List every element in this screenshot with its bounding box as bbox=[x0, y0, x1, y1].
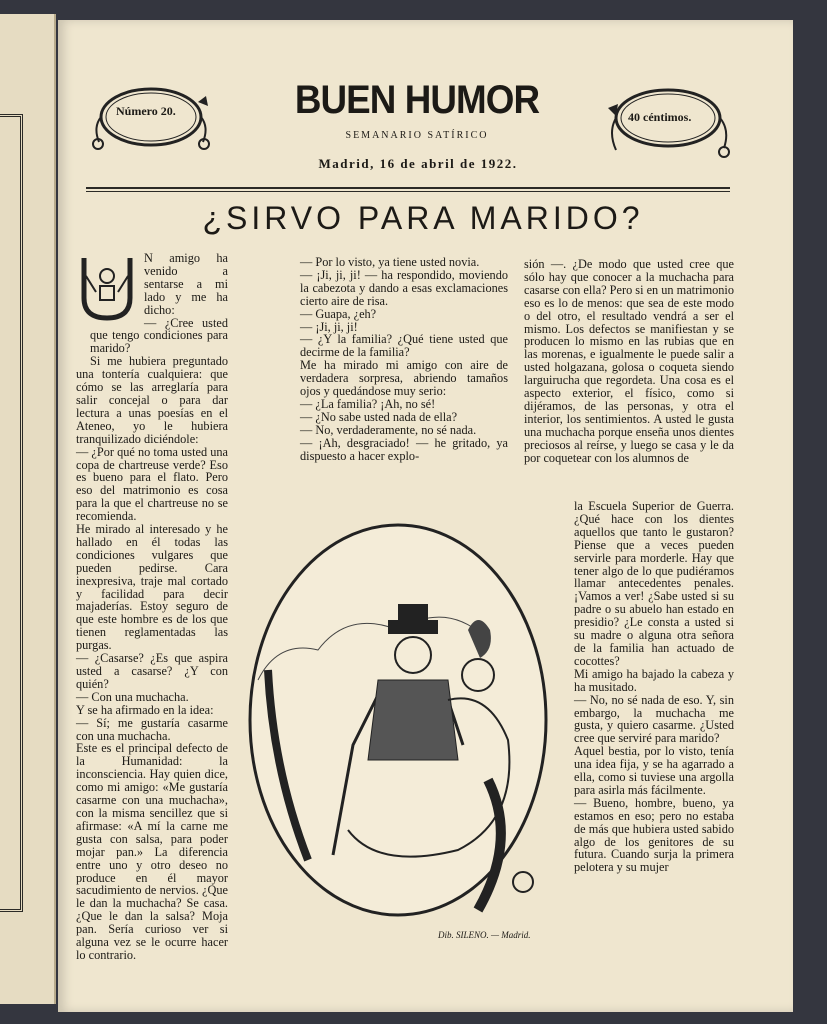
paragraph: — ¿La familia? ¡Ah, no sé! bbox=[300, 396, 436, 411]
issue-number: Número 20. bbox=[116, 104, 176, 118]
masthead-title: BUEN HUMOR bbox=[294, 78, 540, 122]
facing-page-border bbox=[0, 114, 23, 912]
masthead-rule-thin bbox=[86, 191, 730, 192]
paragraph: — ¡Ji, ji, ji! — ha respondido, moviendo la cabezota y dando a esas exclamaciones cierto aire de risa. bbox=[300, 267, 508, 308]
paragraph: sión —. ¿De modo que usted cree que sólo hay que conocer a la muchacha para casarse con ella? Pero si en un matrimonio eso es lo de menos: que sea de este modo o del otro, el resultado vendrá a ser el mismo. Los defectos se manifiestan y se producen lo mismo en las rubias que en las morenas, e igualmente le puede salir a usted holgazana, golosa o coqueta siendo larguirucha que regordeta. Una cosa es el aspecto exterior, el físico, como si dijéramos, de las personas, y otra el interior, los sentimientos. A usted le gusta una muchacha porque enseña unos dientes preciosos al reírse, y luego se casa y le da por coquetear con los alumnos de bbox=[524, 257, 735, 465]
paragraph: Si me hubiera preguntado una tontería cualquiera: que cómo se las arreglaría para salir concejal o para dar lectura a unas poesías en el Ateneo, yo le hubiera tranquilizado diciéndole: bbox=[76, 354, 228, 446]
paragraph: Aquel bestia, por lo visto, tenía una idea fija, y se ha agarrado a ella, como si tuviese una argolla para asirla más fácilmente. bbox=[574, 744, 734, 797]
illustration-caption: Dib. SILENO. — Madrid. bbox=[438, 930, 531, 940]
article-column-1 bbox=[76, 252, 228, 962]
price-ornament bbox=[598, 78, 738, 178]
paragraph: Y se ha afirmado en la idea: bbox=[76, 702, 214, 717]
couple-in-carriage-illustration bbox=[248, 520, 548, 930]
paragraph: — Por lo visto, ya tiene usted novia. bbox=[300, 255, 480, 269]
paragraph: — ¿Cree usted que tengo condiciones para marido? bbox=[90, 315, 228, 356]
paragraph: — ¿Y la familia? ¿Qué tiene usted que decirme de la familia? bbox=[300, 332, 508, 360]
facing-page-edge bbox=[0, 14, 56, 1004]
paragraph: Me ha mirado mi amigo con aire de verdadera sorpresa, abriendo tamaños ojos y quedándose muy serio: bbox=[300, 358, 508, 399]
paragraph: Este es el principal defecto de la Humanidad: la inconsciencia. Hay quien dice, como mi amigo: «Me gustaría casarme con una muchacha», con la misma sencillez que si afirmase: «A mí la carne me gusta con salsa, para poder mojar pan.» La diferencia entre uno y otro deseo no produce en él mayor sacudimiento de nervios. ¿Que le dan la muchacha? Se casa. ¿Que le dan la salsa? Moja pan. Sería curioso ver si alguna vez se le ocurre hacer lo contrario. bbox=[76, 741, 228, 962]
paragraph: — Guapa, ¿eh? bbox=[300, 306, 377, 321]
masthead-subtitle: SEMANARIO SATÍRICO bbox=[345, 130, 489, 141]
paragraph: — No, verdaderamente, no sé nada. bbox=[300, 422, 477, 437]
paragraph: — ¡Ah, desgraciado! — he gritado, ya dispuesto a hacer explo- bbox=[300, 435, 508, 463]
paragraph: — Bueno, hombre, bueno, ya estamos en eso; pero no estaba de más que hubiera usted sabido algo de los genitores de su futura. Cuando surja la primera pelotera y su mujer bbox=[574, 795, 734, 875]
dateline: Madrid, 16 de abril de 1922. bbox=[318, 156, 518, 171]
dropcap-u-illustration bbox=[76, 252, 138, 322]
paragraph: — ¡Ji, ji, ji! bbox=[300, 319, 358, 334]
article-column-3-continued bbox=[574, 500, 734, 874]
article-headline: ¿SIRVO PARA MARIDO? bbox=[202, 200, 644, 236]
paragraph: — Con una muchacha. bbox=[76, 689, 189, 704]
paragraph: He mirado al interesado y he hallado en él todas las condiciones vulgares que pueden pedirse. Cara inexpresiva, traje mal cortado y facilidad para decir majaderías. Estoy seguro de que este hombre es de los que tienen reglamentadas las purgas. bbox=[76, 522, 228, 653]
paragraph: Mi amigo ha bajado la cabeza y ha musitado. bbox=[574, 666, 734, 694]
magazine-page bbox=[58, 20, 793, 1012]
paragraph: — ¿No sabe usted nada de ella? bbox=[300, 409, 458, 424]
masthead-rule bbox=[86, 187, 730, 189]
paragraph: — No, no sé nada de eso. Y, sin embargo, la muchacha me gusta, y quiero casarme. ¿Usted cree que serviré para marido? bbox=[574, 692, 734, 746]
paragraph: — Sí; me gustaría casarme con una muchacha. bbox=[76, 715, 228, 743]
paragraph: — ¿Por qué no toma usted una copa de chartreuse verde? Eso es bueno para el flato. Pero eso del matrimonio es cosa para la que el chartreuse no se recomienda. bbox=[76, 444, 228, 524]
price: 40 céntimos. bbox=[628, 110, 692, 124]
paragraph: la Escuela Superior de Guerra. ¿Qué hace con los dientes aquellos que tanto le gustaron? Piense que a veces pueden servirle para morderle. Hay que tener algo de lo que pudiéramos llamar antecedentes penales. ¡Vamos a ver! ¿Sabe usted si su padre o su abuelo han estado en presidio? ¿Le consta a usted si su madre o alguna otra señora de la familia han actuado de cocottes? bbox=[574, 499, 734, 668]
paragraph: N amigo ha venido a sentarse a mi lado y me ha dicho: bbox=[144, 251, 228, 317]
number-ornament bbox=[86, 72, 216, 172]
article-column-3 bbox=[524, 258, 734, 465]
article-column-2 bbox=[300, 256, 508, 463]
paragraph: — ¿Casarse? ¿Es que aspira usted a casarse? ¿Y con quién? bbox=[76, 651, 228, 691]
